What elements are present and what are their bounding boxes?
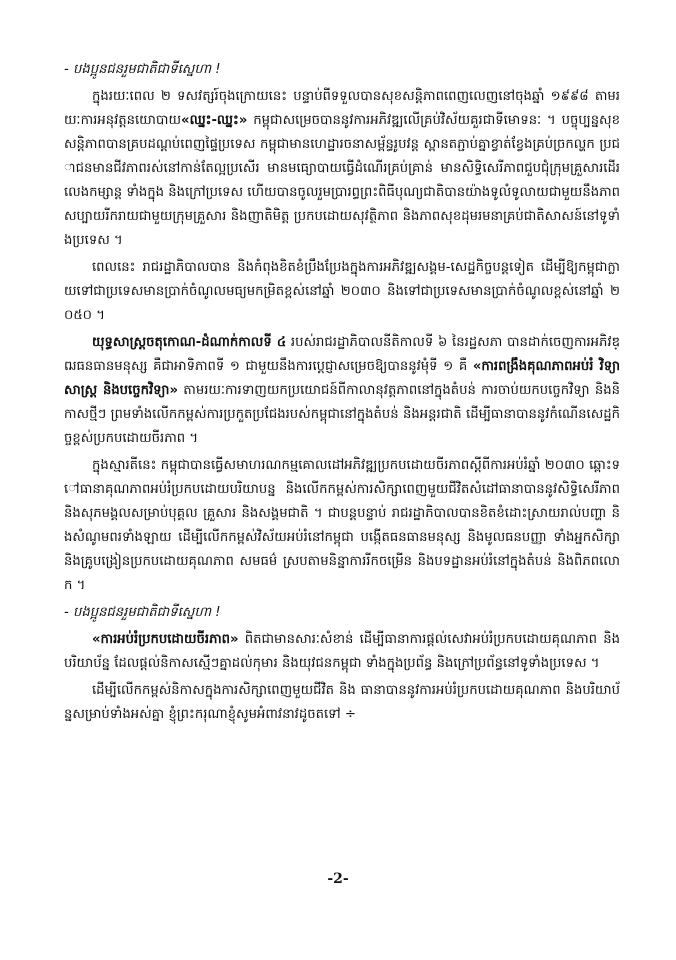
paragraph-1-text-c: កម្ពុជាសម្រេចបាននូវការអភិវឌ្ឍលើគ្រប់វិស័យគួរជាទីមោទនៈ ។ បច្ចុប្បន្នសុខសន្តិភាពបានគ្របដណ្តប់ពេញផ្ទៃប្រទេស កម្ពុជាមានហេដ្ឋារចនាសម្ព័ន្ធរូបវន្ត ស្ពានតភ្ជាប់គ្នាខ្វាត់ខ្វែងគ្រប់ច្រកល្ហក ប្រជាជនមានជីវភាពរស់នៅកាន់តែល្អប្រសើរ មានមធ្យោបាយធ្វើដំណើរគ្រប់គ្រាន់ មានសិទ្ធិសេរីភាពជួបជុំក្រុមគ្រួសារដើរលេងកម្សាន្ត ទាំងក្នុង និងក្រៅប្រទេស ហើយបានចូលរួមប្រារព្ធព្រះពិធីបុណ្យជាតិបានយ៉ាងទូលំទូលាយជាមួយនឹងភាពសប្បាយរីករាយជាមួយក្រុមគ្រួសារ និងញាតិមិត្ត ប្រកបដោយសុវត្ថិភាព និងភាពសុខដុមរមនាគ្រប់ជាតិសាសន៍នៅទូទាំងប្រទេស ។ bbox=[64, 113, 620, 248]
rectangular-strategy-term: យុទ្ធសាស្ត្រចតុកោណ-ដំណាក់កាលទី ៤ bbox=[92, 335, 287, 350]
paragraph-6: ដើម្បីលើកកម្ពស់និកាសក្នុងការសិក្សាពេញមួយជីវិត និង ធានាបាននូវការអប់រំប្រកបដោយគុណភាព និងបរិយាប័ន្នសម្រាប់ទាំងអស់គ្នា ខ្ញុំព្រះករុណាខ្ញុំសូមអំពាវនាវដូចតទៅ ÷ bbox=[64, 683, 620, 722]
salutation-2: - បងប្អូនជនរួមជាតិជាទីស្នេហា ! bbox=[64, 605, 221, 620]
paragraph-5 bbox=[64, 628, 620, 676]
salutation-1: - បងប្អូនជនរួមជាតិជាទីស្នេហា ! bbox=[64, 62, 221, 77]
win-win-policy-term: «ឈ្នះ-ឈ្នះ» bbox=[181, 113, 248, 128]
education-quality-term: «ការពង្រឹងគុណភាពអប់រំ វិទ្យាសាស្ត្រ និងបច្ចេកវិទ្យា» bbox=[64, 359, 620, 398]
paragraph-5-text-b: ពិតជាមានសារៈសំខាន់ ដើម្បីធានាការផ្តល់សេវាអប់រំប្រកបដោយគុណភាព និងបរិយាប័ន្ន ដែលផ្តល់និកាសស្មើៗគ្នាដល់កុមារ និងយុវជនកម្ពុជា ទាំងក្នុងប្រព័ន្ធ និងក្រៅប្រព័ន្ធនៅទូទាំងប្រទេស ។ bbox=[64, 632, 620, 671]
paragraph-3-text-b: របស់រាជរដ្ឋាភិបាលនីតិកាលទី ៦ នៃរដ្ឋសភា បានដាក់ចេញការអភិវឌ្ឍធនធានមនុស្ស គឺជាអាទិភាពទី ១ ជាមួយនឹងការប្តេជ្ញាសម្រេចឱ្យបាននូវមុំទី ១ គឺ bbox=[64, 335, 620, 374]
paragraph-1-text-a: ក្នុងរយៈពេល ២ ទសវត្សរ៍ចុងក្រោយនេះ បន្ទាប់ពីទទួលបានសុខសន្តិភាពពេញលេញនៅចុងឆ្នាំ ១៩៩៨ តាមរយៈការអនុវត្តនយោបាយ bbox=[64, 89, 620, 128]
paragraph-1 bbox=[64, 85, 620, 253]
paragraph-3-text-d: តាមរយៈការទាញយកប្រយោជន៍ពីកាលានុវត្តភាពនៅក្នុងតំបន់ ការចាប់យកបច្ចេកវិទ្យា និងនិកាសថ្មីៗ ព្រមទាំងលើកកម្ពស់ការប្រកួតប្រជែងរបស់កម្ពុជានៅក្នុងតំបន់ និងអន្តរជាតិ ដើម្បីធានាបាននូវកំណើនសេដ្ឋកិច្ចខ្ពស់ប្រកបដោយចីរភាព ។ bbox=[64, 383, 620, 446]
paragraph-4: ក្នុងស្មារតីនេះ កម្ពុជាបានធ្វើសមាហរណកម្មគោលដៅអភិវឌ្ឍប្រកបដោយចីរភាពស្តីពីការអប់រំឆ្នាំ ២០៣០ ឆ្ពោះទៅធានាគុណភាពអប់រំប្រកបដោយបរិយាបន្ន និងលើកកម្ពស់ការសិក្សាពេញមួយជីវិតសំដៅធានាបាននូវសិទ្ធិសេរីភាព និងសុភមង្គលសម្រាប់បុគ្គល គ្រួសារ និងសង្គមជាតិ ។ ជាបន្តបន្ទាប់ រាជរដ្ឋាភិបាលបានខិតខំដោះស្រាយរាល់បញ្ហា និងសំណូមពរទាំងឡាយ ដើម្បីលើកកម្ពស់វិស័យអប់រំនៅកម្ពុជា បង្កើតធនធានមនុស្ស និងមូលធនបញ្ញា ទាំងអ្នកសិក្សា និងគ្រូបង្រៀនប្រកបដោយគុណភាព សមធម៌ ស្របតាមនិន្នាការរីកចម្រើន និងបទដ្ឋានអប់រំនៅក្នុងតំបន់ និងពិភពលោក ។ bbox=[64, 458, 620, 593]
paragraph-2: ពេលនេះ រាជរដ្ឋាភិបាលបាន និងកំពុងខិតខំប្រឹងប្រែងក្នុងការអភិវឌ្ឍសង្គម-សេដ្ឋកិច្ចបន្តទៀត ដើម្បីឱ្យកម្ពុជាក្លាយទៅជាប្រទេសមានប្រាក់ចំណូលមធ្យមកម្រិតខ្ពស់នៅឆ្នាំ ២០៣០ និងទៅជាប្រទេសមានប្រាក់ចំណូលខ្ពស់នៅឆ្នាំ ២០៥០ ។ bbox=[64, 260, 620, 323]
page-number: -2- bbox=[327, 871, 349, 887]
paragraph-3 bbox=[64, 331, 620, 451]
sustainable-education-term: «ការអប់រំប្រកបដោយចីរភាព» bbox=[92, 632, 239, 647]
